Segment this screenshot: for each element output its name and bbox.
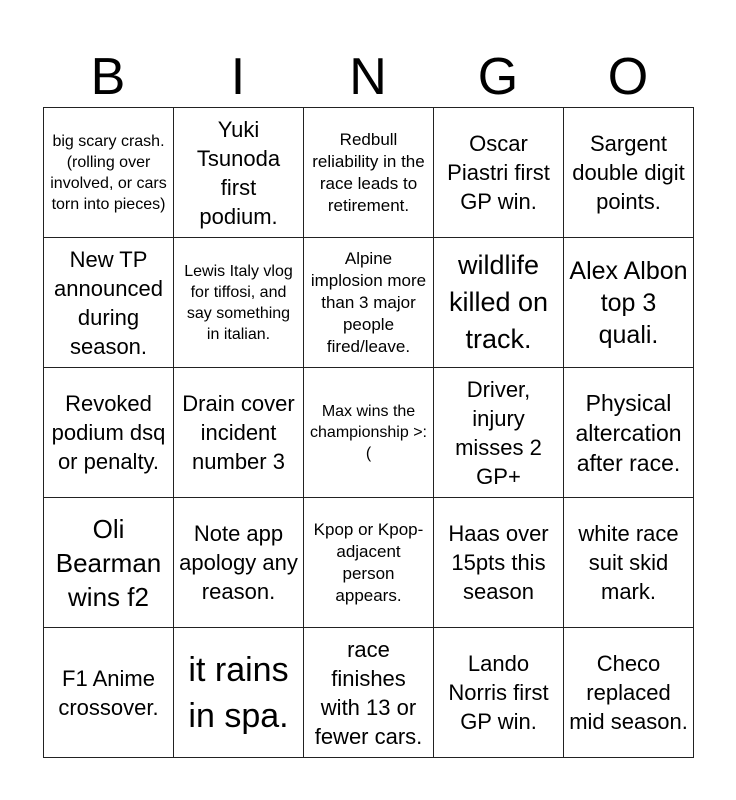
bingo-cell[interactable]: white race suit skid mark. — [564, 498, 694, 628]
bingo-cell[interactable]: Oscar Piastri first GP win. — [434, 108, 564, 238]
board-row-1 — [44, 108, 694, 238]
bingo-cell[interactable]: Alpine implosion more than 3 major people fired/leave. — [304, 238, 434, 368]
header-letter-i: I — [230, 48, 246, 106]
bingo-cell[interactable]: Yuki Tsunoda first podium. — [174, 108, 304, 238]
board-row-4 — [44, 498, 694, 628]
bingo-cell[interactable]: Revoked podium dsq or penalty. — [44, 368, 174, 498]
header-letter-g: G — [477, 48, 519, 106]
bingo-cell[interactable]: Note app apology any reason. — [174, 498, 304, 628]
bingo-cell[interactable]: Sargent double digit points. — [564, 108, 694, 238]
bingo-header — [43, 46, 693, 108]
bingo-cell[interactable]: big scary crash. (rolling over involved, or cars torn into pieces) — [44, 108, 174, 238]
board-row-3 — [44, 368, 694, 498]
bingo-cell[interactable]: New TP announced during season. — [44, 238, 174, 368]
bingo-cell[interactable]: Oli Bearman wins f2 — [44, 498, 174, 628]
bingo-board — [43, 107, 694, 758]
bingo-cell[interactable]: it rains in spa. — [174, 628, 304, 758]
bingo-cell[interactable]: Physical altercation after race. — [564, 368, 694, 498]
bingo-cell[interactable]: race finishes with 13 or fewer cars. — [304, 628, 434, 758]
bingo-cell[interactable]: Drain cover incident number 3 — [174, 368, 304, 498]
bingo-cell[interactable]: Alex Albon top 3 quali. — [564, 238, 694, 368]
bingo-cell[interactable]: Lando Norris first GP win. — [434, 628, 564, 758]
header-letter-b: B — [90, 48, 126, 106]
header-letter-o: O — [607, 48, 649, 106]
board-row-5 — [44, 628, 694, 758]
header-letter-n: N — [349, 48, 387, 106]
free-space-cell[interactable]: Max wins the championship >:( — [304, 368, 434, 498]
bingo-cell[interactable]: wildlife killed on track. — [434, 238, 564, 368]
bingo-cell[interactable]: Kpop or Kpop-adjacent person appears. — [304, 498, 434, 628]
bingo-cell[interactable]: Redbull reliability in the race leads to retirement. — [304, 108, 434, 238]
bingo-cell[interactable]: Lewis Italy vlog for tiffosi, and say something in italian. — [174, 238, 304, 368]
bingo-cell[interactable]: F1 Anime crossover. — [44, 628, 174, 758]
bingo-cell[interactable]: Checo replaced mid season. — [564, 628, 694, 758]
board-row-2 — [44, 238, 694, 368]
bingo-cell[interactable]: Haas over 15pts this season — [434, 498, 564, 628]
bingo-cell[interactable]: Driver, injury misses 2 GP+ — [434, 368, 564, 498]
